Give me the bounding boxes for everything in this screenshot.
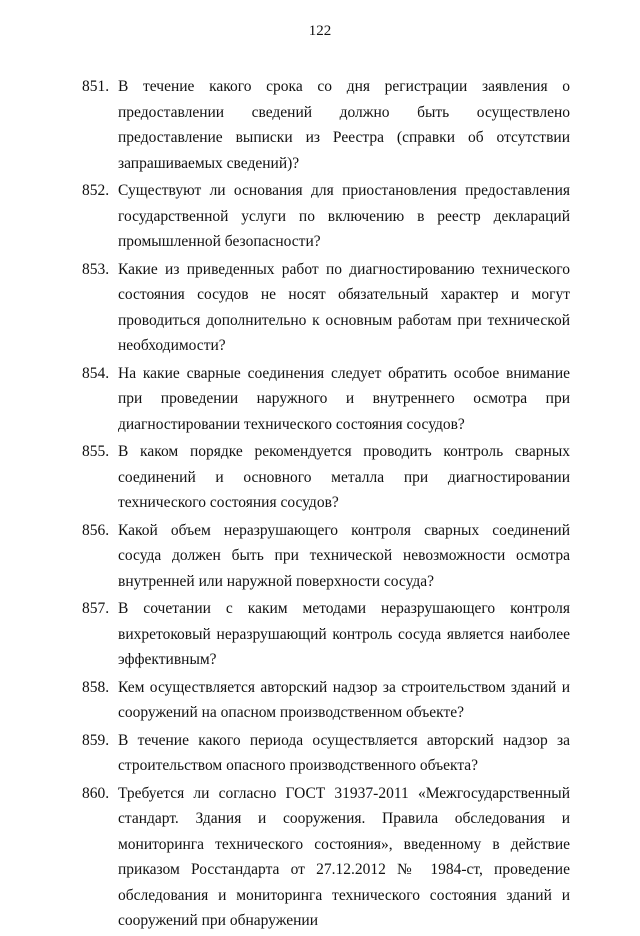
question-number: 857.: [82, 600, 110, 617]
question-text: В течение какого периода осуществляется авторский надзор за строительством опасного производственного объекта?: [118, 731, 570, 774]
page-number: 122: [308, 23, 332, 39]
question-text: Требуется ли согласно ГОСТ 31937-2011 «Межгосударственный стандарт. Здания и сооружения. Правила обследования и мониторинга технического состояния», введенному в действие приказом Росстандарта от 27.12.2012 № 1984-ст, проведение обследования и мониторинга технического состояния зданий и сооружений при обнаружении: [118, 784, 570, 929]
question-859: [82, 728, 570, 779]
question-number: 853.: [82, 260, 110, 278]
question-858: [82, 675, 570, 726]
question-text: Существуют ли основания для приостановления предоставления государственной услуги по включению в реестр деклараций промышленной безопасности?: [118, 182, 570, 250]
question-860: [82, 781, 570, 934]
question-number: 859.: [82, 731, 110, 749]
question-number: 854.: [82, 364, 110, 382]
question-851: [82, 74, 570, 176]
question-857: [82, 596, 570, 673]
question-856: [82, 518, 570, 595]
question-852: [82, 178, 570, 255]
question-text: В сочетании с каким методами неразрушающего контроля вихретоковый неразрушающий контроль сосуда является наиболее эффективным?: [118, 600, 570, 668]
question-text: Какие из приведенных работ по диагностированию технического состояния сосудов не носят обязательный характер и могут проводиться дополнительно к основным работам при технической необходимости?: [118, 260, 570, 354]
question-number: 856.: [82, 521, 110, 539]
question-number: 858.: [82, 678, 110, 696]
question-854: [82, 361, 570, 438]
question-text: В каком порядке рекомендуется проводить контроль сварных соединений и основного металла при диагностировании технического состояния сосудов?: [118, 443, 570, 511]
question-text: Какой объем неразрушающего контроля сварных соединений сосуда должен быть при технической невозможности осмотра внутренней или наружной поверхности сосуда?: [118, 521, 570, 590]
question-853: [82, 257, 570, 359]
question-number: 851.: [82, 78, 110, 95]
question-number: 855.: [82, 443, 110, 460]
question-text: В течение какого срока со дня регистрации заявления о предоставлении сведений должно быть осуществлено предоставление выписки из Реестра (справки об отсутствии запрашиваемых сведений)?: [118, 78, 570, 172]
question-text: На какие сварные соединения следует обратить особое внимание при проведении наружного и внутреннего осмотра при диагностировании технического состояния сосудов?: [118, 364, 570, 433]
question-855: [82, 439, 570, 516]
question-number: 860.: [82, 784, 110, 802]
question-number: 852.: [82, 182, 110, 199]
question-text: Кем осуществляется авторский надзор за строительством зданий и сооружений на опасном производственном объекте?: [118, 678, 570, 721]
question-list: [82, 74, 570, 936]
